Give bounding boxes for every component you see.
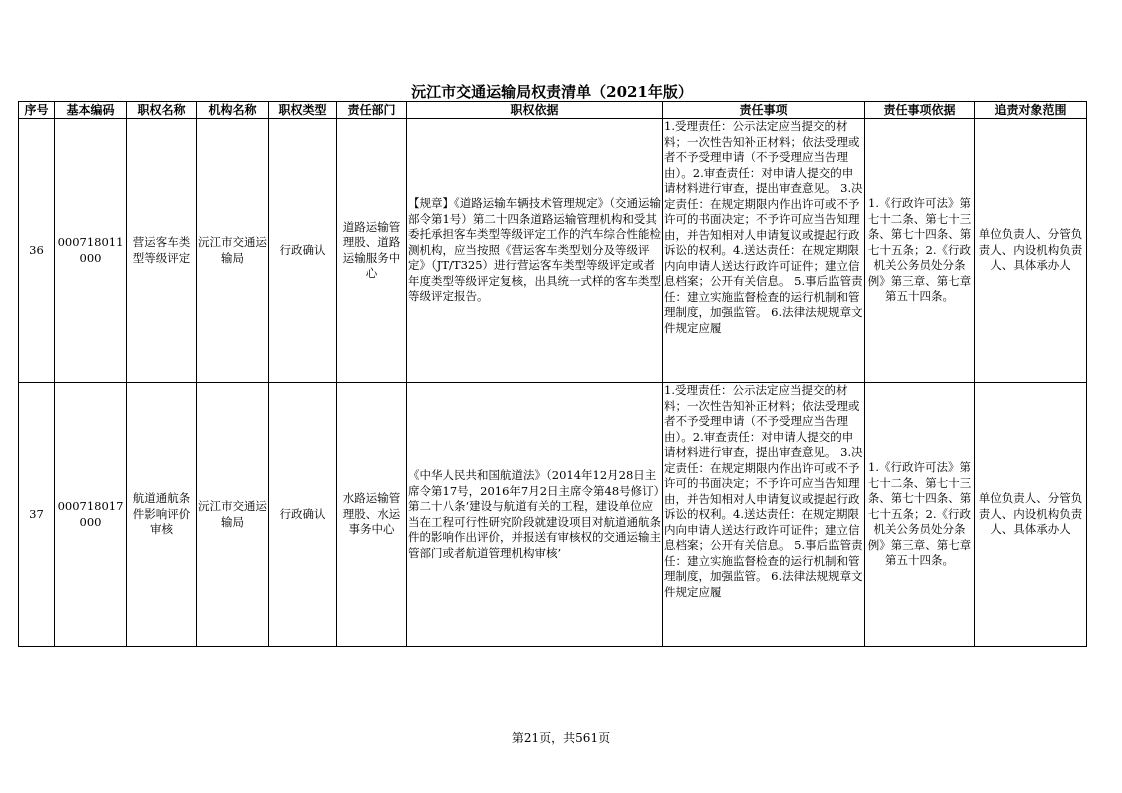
cell-duty-basis: 1.《行政许可法》第七十二条、第七十三条、第七十四条、第七十五条；2.《行政机关公务员处分条例》第三章、第七章第五十四条。: [865, 383, 975, 647]
cell-seq: 37: [19, 383, 55, 647]
cell-seq: 36: [19, 119, 55, 383]
document-title: 沅江市交通运输局权责清单（2021年版）: [411, 83, 693, 101]
cell-basis: 【规章】《道路运输车辆技术管理规定》（交通运输部令第1号）第二十四条道路运输管理机构和受其委托承担客车类型等级评定工作的汽车综合性能检测机构，应当按照《营运客车类型划分及等级评定》（JT/T325）进行营运客车类型等级评定或者年度类型等级评定复核，出具统一式样的客车类型等级评定报告。: [407, 119, 663, 383]
cell-power-type: 行政确认: [269, 383, 337, 647]
header-duty-basis: 责任事项依据: [865, 102, 975, 119]
cell-power-type: 行政确认: [269, 119, 337, 383]
header-basis: 职权依据: [407, 102, 663, 119]
header-power-name: 职权名称: [127, 102, 197, 119]
cell-duty-basis: 1.《行政许可法》第七十二条、第七十三条、第七十四条、第七十五条；2.《行政机关公务员处分条例》第三章、第七章第五十四条。: [865, 119, 975, 383]
table-header-row: [19, 102, 1087, 119]
cell-code: 000718017000: [55, 383, 127, 647]
header-duty: 责任事项: [663, 102, 865, 119]
power-list-table: [18, 101, 1087, 647]
cell-agency: 沅江市交通运输局: [197, 119, 269, 383]
duty-text: 1.受理责任：公示法定应当提交的材料；一次性告知补正材料；依法受理或者不予受理申请（不予受理应当告理由）。2.审查责任：对申请人提交的申请材料进行审查，提出审查意见。 3.决定责任：在规定期限内作出许可或不予许可的书面决定；不予许可应当告知理由，并告知相对人申请复议或提起行政诉讼的权利。4.送达责任：在规定期限内向申请人送达行政许可证件；建立信息档案；公开有关信息。 5.事后监管责任：建立实施监督检查的运行机制和管理制度，加强监管。 6.法律法规规章文件规定应履: [664, 383, 863, 599]
cell-power-name: 营运客车类型等级评定: [127, 119, 197, 383]
cell-power-name: 航道通航条件影响评价审核: [127, 383, 197, 647]
cell-department: 水路运输管理股、水运事务中心: [337, 383, 407, 647]
header-department: 责任部门: [337, 102, 407, 119]
cell-code: 000718011000: [55, 119, 127, 383]
table-row: [19, 383, 1087, 647]
cell-duty: [663, 383, 865, 647]
header-scope: 追责对象范围: [975, 102, 1087, 119]
header-agency: 机构名称: [197, 102, 269, 119]
page-number: 第21页，共561页: [511, 731, 611, 745]
cell-scope: 单位负责人、分管负责人、内设机构负责人、具体承办人: [975, 383, 1087, 647]
cell-department: 道路运输管理股、道路运输服务中心: [337, 119, 407, 383]
table-row: [19, 119, 1087, 383]
header-code: 基本编码: [55, 102, 127, 119]
cell-duty: [663, 119, 865, 383]
cell-agency: 沅江市交通运输局: [197, 383, 269, 647]
duty-text: 1.受理责任：公示法定应当提交的材料；一次性告知补正材料；依法受理或者不予受理申请（不予受理应当告理由）。2.审查责任：对申请人提交的申请材料进行审查，提出审查意见。 3.决定责任：在规定期限内作出许可或不予许可的书面决定；不予许可应当告知理由，并告知相对人申请复议或提起行政诉讼的权利。4.送达责任：在规定期限内向申请人送达行政许可证件；建立信息档案；公开有关信息。 5.事后监管责任：建立实施监督检查的运行机制和管理制度，加强监管。 6.法律法规规章文件规定应履: [664, 119, 863, 335]
cell-basis: 《中华人民共和国航道法》（2014年12月28日主席令第17号，2016年7月2日主席令第48号修订）第二十八条‘建设与航道有关的工程，建设单位应当在工程可行性研究阶段就建设项目对航道通航条件的影响作出评价，并报送有审核权的交通运输主管部门或者航道管理机构审核’: [407, 383, 663, 647]
header-seq: 序号: [19, 102, 55, 119]
cell-scope: 单位负责人、分管负责人、内设机构负责人、具体承办人: [975, 119, 1087, 383]
header-power-type: 职权类型: [269, 102, 337, 119]
